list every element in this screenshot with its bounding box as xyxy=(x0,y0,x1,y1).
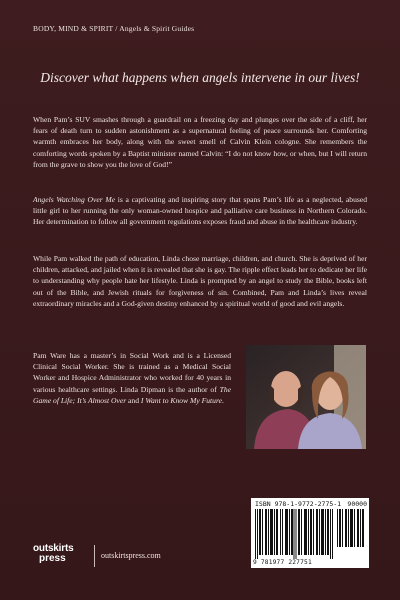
synopsis-paragraph-2 xyxy=(33,194,367,228)
publisher-logo-top: outskirts xyxy=(33,543,74,554)
book-title-inline: Angels Watching Over Me xyxy=(33,195,116,204)
ean-digits: 9 781977 227751 xyxy=(253,559,312,566)
ean-barcode-bars xyxy=(255,509,333,559)
bio-book-2: I Want to Know My Future xyxy=(140,395,222,405)
isbn-barcode xyxy=(251,498,369,568)
publisher-logo xyxy=(33,543,87,569)
tagline: Discover what happens when angels intervene in our lives! xyxy=(40,70,360,85)
synopsis-paragraph-3: While Pam walked the path of education, Linda chose marriage, children, and church. She is deprived of her children, attacked, and jailed when it is revealed that she is gay. The ripple effect leads her to dedicate her life to understanding why people hate her lifestyle. Linda is prompted by an angel to study the Bible, books left out of the Bible, and Jewish rituals for forgiveness of sin. Combined, Pam and Linda’s lives reveal extraordinary miracles and a God-given destiny enhanced by a spiritual world of good and evil angels. xyxy=(33,254,367,308)
author-bio xyxy=(33,350,231,406)
addon-barcode-bars xyxy=(337,509,365,547)
bio-book-1: The Game of Life; It’s Almost Over xyxy=(33,384,231,405)
bio-text-1: Pam Ware has a master’s in Social Work and is a Licensed Clinical Social Worker. She is trained as a Medical Social Worker and Hospice Administrator who worked for 40 years in various healthcare settings. Linda Dipman is the author of xyxy=(33,351,231,394)
category-label: BODY, MIND & SPIRIT / Angels & Spirit Guides xyxy=(33,24,195,33)
bio-text-3: . xyxy=(222,395,224,405)
publisher-divider xyxy=(94,545,95,567)
synopsis-paragraph-1: When Pam’s SUV smashes through a guardrail on a freezing day and plunges over the side of a cliff, her fears of death turn to sudden astonishment as a supernatural feeling of peace surrounds her. Comforting warmth embraces her body, along with the sweet smell of Calvin Klein cologne. She remembers the comforting words spoken by a Baptist minister named Calvin: “I do not know how, or when, but I will return from the grave to show you the love of God!” xyxy=(33,115,367,169)
author-photo xyxy=(246,345,366,449)
publisher-url: outskirtspress.com xyxy=(101,551,161,560)
synopsis-paragraph-2-text: is a captivating and inspiring story that spans Pam’s life as a neglected, abused little girl to her running the only woman-owned hospice and palliative care business in Northern Colorado. Her determination to follow all government regulations exposes fraud and abuse in the healthcare industry. xyxy=(33,195,367,227)
isbn-number: ISBN 978-1-9772-2775-1 xyxy=(255,500,342,508)
price-code: 90000 xyxy=(347,500,367,508)
publisher-logo-bottom: press xyxy=(39,553,66,564)
bio-text-2: and xyxy=(126,395,141,405)
